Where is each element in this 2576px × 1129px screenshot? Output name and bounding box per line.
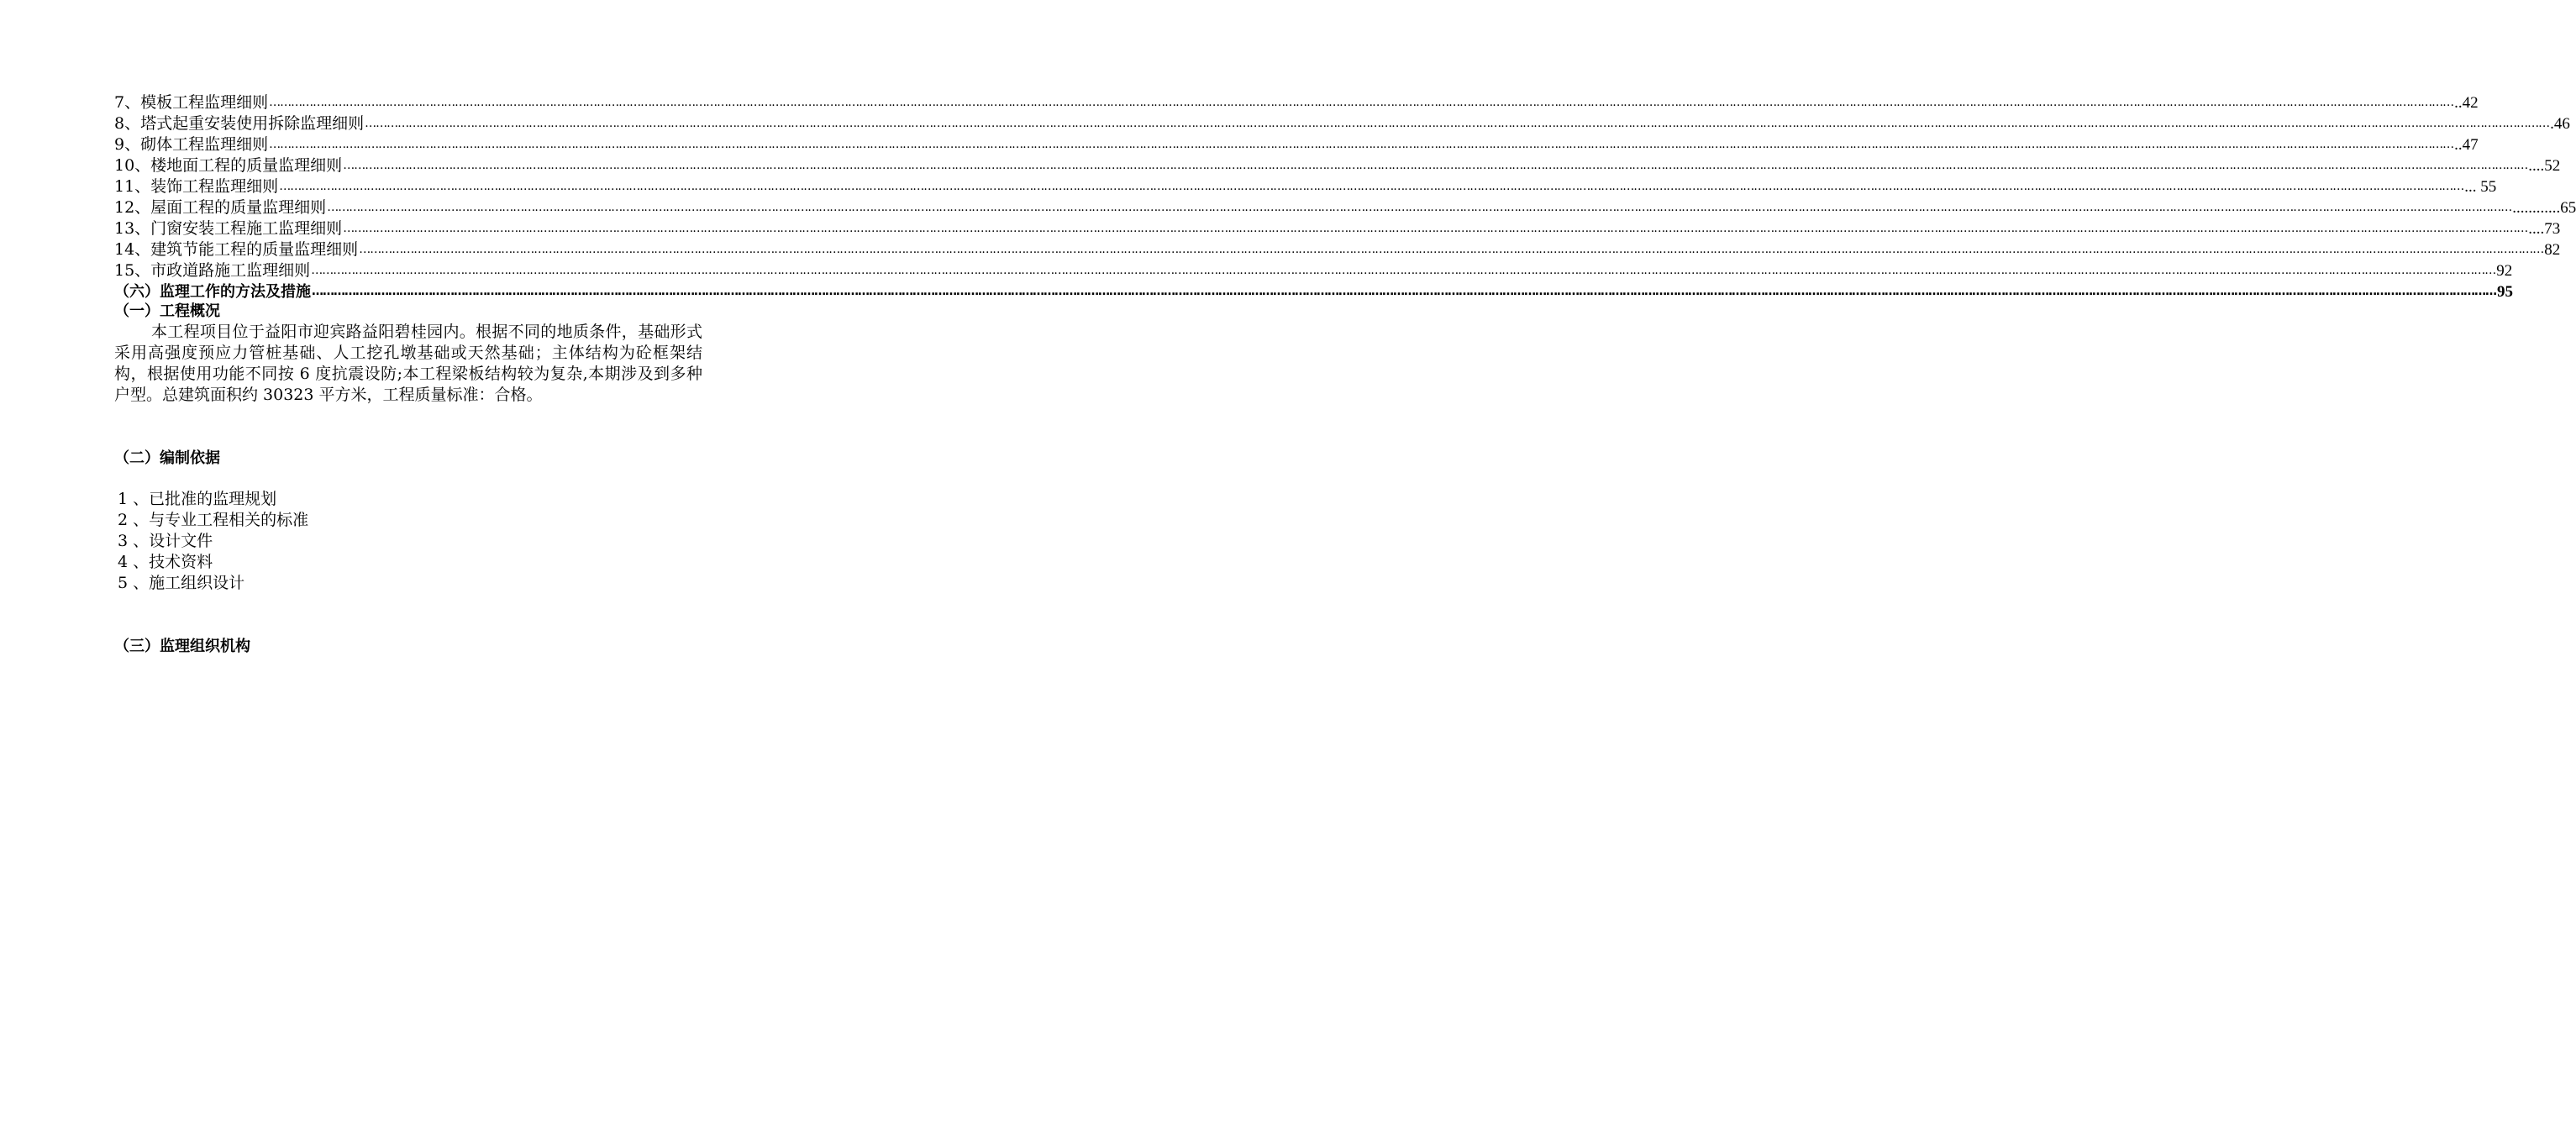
overview-paragraph: 本工程项目位于益阳市迎宾路益阳碧桂园内。根据不同的地质条件，基础形式采用高强度预应力管桩基础、人工挖孔墩基础或天然基础；主体结构为砼框架结构，根据使用功能不同按 6 度抗震设防;本工程梁板结构较为复杂,本期涉及到多种户型。总建筑面积约 30323 平方米，工程质量标准：合格。 [114,323,702,404]
toc-entry-title: 12、屋面工程的质量监理细则 [114,198,327,217]
toc-entry-page: ... 55 [2464,178,2497,196]
toc-entry-page: .46 [2550,115,2570,133]
toc-entry [114,113,2570,134]
toc-entry-title: （六）监理工作的方法及措施 [114,283,311,301]
toc-leader-dots: …………………………………………………………………………………………………………………………………………………………………………………………………………………………………………………………………………………………………………………………………………………………………………………………………………………………………………………………………………………………………………………………………………………… [359,243,2544,256]
toc-entry-page: ....73 [2528,220,2561,238]
toc-entry [114,239,2561,260]
basis-list [118,489,308,594]
section-heading-overview: （一）工程概况 [114,302,220,320]
toc-entry-title: 15、市政道路施工监理细则 [114,261,311,280]
toc-entry-page: 92 [2496,262,2513,280]
toc-entry-title: 10、楼地面工程的质量监理细则 [114,156,343,175]
list-item: 2 、与专业工程相关的标准 [118,511,309,529]
toc-entry [114,155,2561,176]
toc-leader-dots: …………………………………………………………………………………………………………………………………………………………………………………………………………………………………………………………………………………………………………………………………………………………………………………………………………………………………………………………………………………………………………………………………………………… [279,180,2464,193]
toc-entry [114,260,2513,281]
toc-leader-dots: …………………………………………………………………………………………………………………………………………………………………………………………………………………………………………………………………………………………………………………………………………………………………………………………………………………………………………………………………………………………………………………………………………………… [343,222,2528,235]
toc-leader-dots: …………………………………………………………………………………………………………………………………………………………………………………………………………………………………………………………………………………………………………………………………………………………………………………………………………………………………………………………………………………………………………………………………………………… [343,159,2528,172]
toc-leader-dots: …………………………………………………………………………………………………………………………………………………………………………………………………………………………………………………………………………………………………………………………………………………………………………………………………………………………………………………………………………………………………………………………………………………… [269,96,2454,109]
toc-leader-dots: …………………………………………………………………………………………………………………………………………………………………………………………………………………………………………………………………………………………………………………………………………………………………………………………………………………………………………………………………………………………………………………………………………………… [311,264,2496,277]
toc-entry-title: 14、建筑节能工程的质量监理细则 [114,240,359,259]
list-item: 1 、已批准的监理规划 [118,490,277,508]
section-heading-basis: （二）编制依据 [114,449,220,467]
toc-entry [114,218,2561,239]
toc-entry [114,281,2513,302]
toc-leader-dots: …………………………………………………………………………………………………………………………………………………………………………………………………………………………………………………………………………………………………………………………………………………………………………………………………………………………………………………………………………………………………………………………………………………… [327,201,2512,214]
toc-entry-title: 11、装饰工程监理细则 [114,177,279,196]
toc-entry [114,92,2479,113]
list-item: 5 、施工组织设计 [118,574,245,592]
list-item: 3 、设计文件 [118,532,213,550]
toc-entry-page: ............65 [2512,199,2576,217]
toc-leader-dots: …………………………………………………………………………………………………………………………………………………………………………………………………………………………………………………………………………………………………………………………………………………………………………………………………………………………………………………………………………………………………………………………………………………… [269,138,2454,151]
section-heading-organization: （三）监理组织机构 [114,638,250,655]
toc-entry-title: 9、砌体工程监理细则 [114,135,269,154]
toc-entry-title: 8、塔式起重安装使用拆除监理细则 [114,114,365,133]
toc-entry-title: 7、模板工程监理细则 [114,93,269,112]
toc-entry [114,176,2497,197]
toc-leader-dots: …………………………………………………………………………………………………………………………………………………………………………………………………………………………………………………………………………………………………………………………………………………………………………………………………………………………………………………………………………………………………………………………………………………… [312,285,2496,298]
list-item: 4 、技术资料 [118,553,213,571]
table-of-contents [114,92,2576,302]
toc-entry [114,134,2479,155]
toc-entry-title: 13、门窗安装工程施工监理细则 [114,219,343,238]
toc-entry-page: ..47 [2454,136,2479,154]
toc-leader-dots: …………………………………………………………………………………………………………………………………………………………………………………………………………………………………………………………………………………………………………………………………………………………………………………………………………………………………………………………………………………………………………………………………………………… [365,117,2550,130]
toc-entry-page: 82 [2544,241,2561,259]
toc-entry-page: ..42 [2454,94,2479,112]
toc-entry-page: 95 [2497,283,2513,301]
toc-entry-page: ....52 [2528,157,2561,175]
toc-entry [114,197,2576,218]
